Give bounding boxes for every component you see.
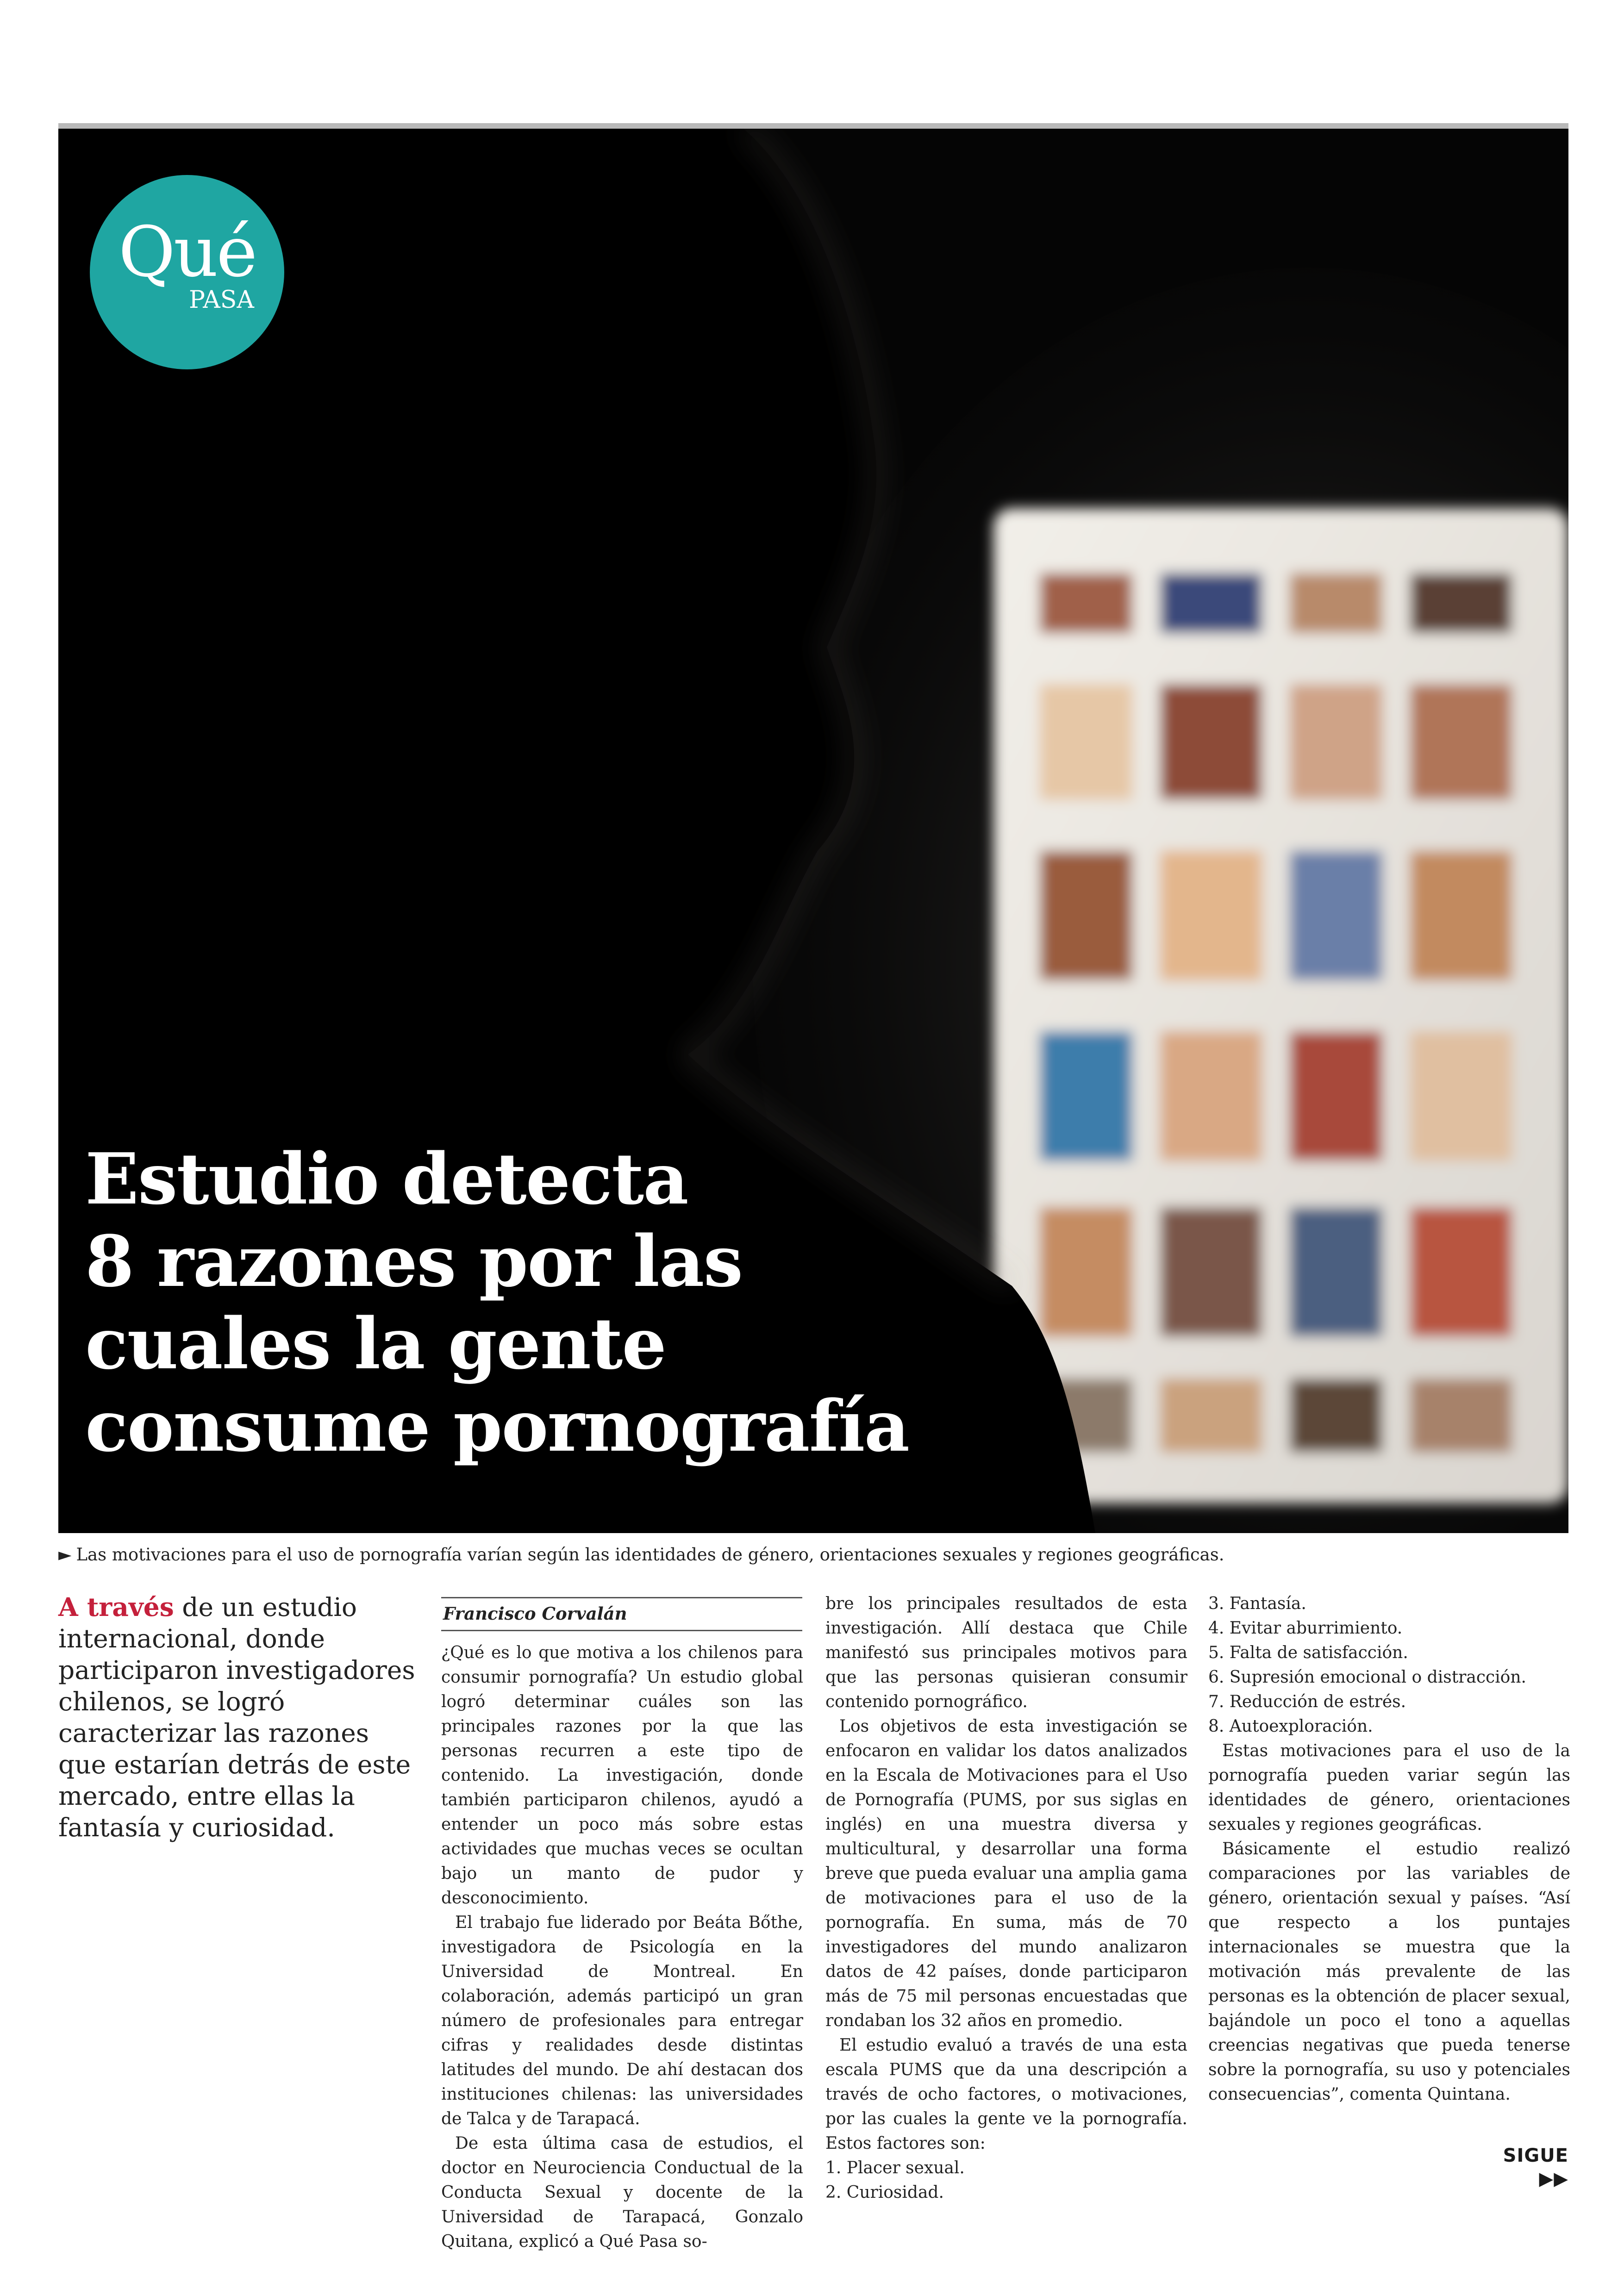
paragraph: Los objetivos de esta investigación se enfocaron en validar los datos analizados en la Escala de Motivaciones para el Uso de Pornografía (PUMS, por sus siglas en inglés) en una muestra diversa y multicultural, y desarrollar una forma breve que pueda evaluar una amplia gama de motivaciones para el uso de la pornografía. En suma, más de 70 investigadores del mundo analizaron datos de 42 países, donde participaron más de 75 mil personas encuestadas que rondaban los 32 años en promedio. xyxy=(825,1717,1187,2030)
article-column-1 xyxy=(441,1640,803,2254)
headline-line: cuales la gente xyxy=(85,1302,666,1385)
article-column-3 xyxy=(1208,1591,1570,2107)
lead-kicker: A través xyxy=(58,1592,174,1622)
que-pasa-badge xyxy=(90,175,284,369)
article-column-2 xyxy=(825,1591,1187,2205)
paragraph: De esta última casa de estudios, el doctor en Neurociencia Conductual de la Conducta Sexual y docente de la Universidad de Tarapacá, Gonzalo Quitana, explicó a Qué Pasa so- xyxy=(441,2134,803,2251)
list-item: 3. Fantasía. xyxy=(1208,1594,1306,1613)
headline xyxy=(85,1138,1104,1467)
list-item: 1. Placer sexual. xyxy=(825,2158,965,2177)
paragraph: Estas motivaciones para el uso de la pornografía pueden variar según las identidades de género, orientaciones sexuales y regiones geográficas. xyxy=(1208,1741,1570,1834)
caption-arrow-icon: ► xyxy=(58,1545,72,1565)
continue-label: SIGUE ▶▶ xyxy=(1503,2145,1568,2189)
byline: Francisco Corvalán xyxy=(441,1597,802,1631)
headline-line: consume pornografía xyxy=(85,1384,909,1467)
headline-line: Estudio detecta xyxy=(85,1137,688,1220)
lead-text: de un estudio internacional, donde participaron investigadores chilenos, se logró caracterizar las razones que estarían detrás de este mercado, entre ellas la fantasía y curiosidad. xyxy=(58,1592,415,1842)
caption-text: Las motivaciones para el uso de pornografía varían según las identidades de género, orientaciones sexuales y regiones geográficas. xyxy=(76,1545,1224,1565)
list-item: 2. Curiosidad. xyxy=(825,2183,944,2202)
list-item: 4. Evitar aburrimiento. xyxy=(1208,1619,1403,1638)
paragraph: ¿Qué es lo que motiva a los chilenos para consumir pornografía? Un estudio global logró determinar cuáles son las principales razones por la que las personas recurren a este tipo de contenido. La investigación, donde también participaron chilenos, ayudó a entender un poco más sobre estas actividades que muchas veces se ocultan bajo un manto de pudor y desconocimiento. xyxy=(441,1643,803,1908)
badge-title: Qué xyxy=(118,212,256,293)
list-item: 8. Autoexploración. xyxy=(1208,1717,1373,1736)
hero-photo xyxy=(58,129,1568,1533)
badge-subtitle: PASA xyxy=(189,286,254,314)
paragraph: Básicamente el estudio realizó comparaciones por las variables de género, orientación sexual y países. “Así que respecto a los puntajes internacionales se muestra que la motivación más prevalente de las personas es la obtención de placer sexual, bajándole un poco el tono a aquellas creencias negativas que pueda tenerse sobre la pornografía, su uso y potenciales consecuencias”, comenta Quintana. xyxy=(1208,1840,1570,2104)
paragraph: El estudio evaluó a través de una esta escala PUMS que da una descripción a través de ocho factores, o motivaciones, por las cuales la gente ve la pornografía. Estos factores son: xyxy=(825,2036,1187,2153)
top-rule xyxy=(58,123,1568,129)
list-item: 6. Supresión emocional o distracción. xyxy=(1208,1668,1526,1687)
list-item: 5. Falta de satisfacción. xyxy=(1208,1643,1408,1662)
lead-paragraph xyxy=(58,1591,419,1843)
list-item: 7. Reducción de estrés. xyxy=(1208,1692,1406,1711)
paragraph: bre los principales resultados de esta investigación. Allí destaca que Chile manifestó sus principales motivos para que las personas quisieran consumir contenido pornográfico. xyxy=(825,1594,1187,1711)
headline-line: 8 razones por las xyxy=(85,1220,743,1303)
photo-caption xyxy=(58,1543,1568,1566)
paragraph: El trabajo fue liderado por Beáta Bőthe, investigadora de Psicología en la Universidad de Montreal. En colaboración, además participó un gran número de profesionales para entregar cifras y realidades desde distintas latitudes del mundo. De ahí destacan dos instituciones chilenas: las universidades de Talca y de Tarapacá. xyxy=(441,1913,803,2128)
